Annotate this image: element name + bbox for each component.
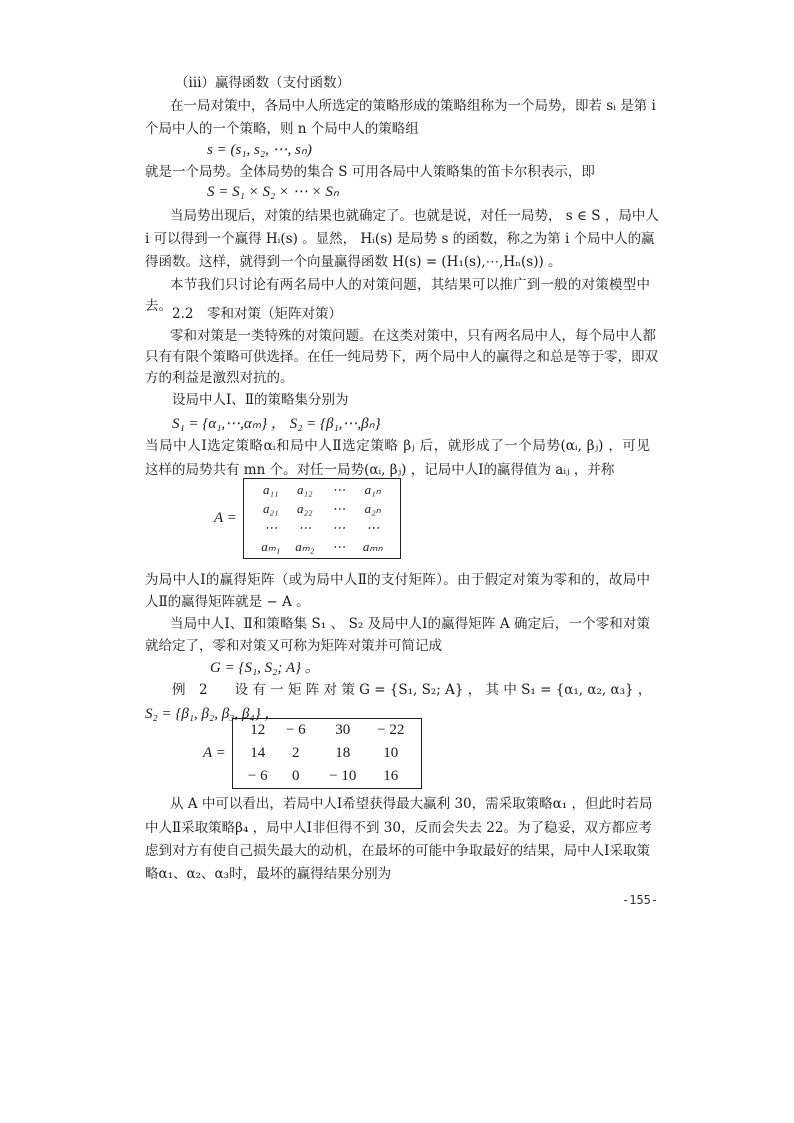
paragraph-line: 设局中人Ⅰ、Ⅱ的策略集分别为 xyxy=(172,392,349,408)
paragraph-line: 个局中人的一个策略，则 n 个局中人的策略组 xyxy=(145,121,419,137)
paragraph-line: 零和对策是一类特殊的对策问题。在这类对策中，只有两名局中人，每个局中人都 xyxy=(170,328,656,344)
matrix-cell: ⋯ xyxy=(332,501,346,516)
matrix-cell: 16 xyxy=(383,768,399,784)
paragraph-line: 去。 xyxy=(145,298,172,314)
matrix-cell: ⋯ xyxy=(298,520,312,535)
matrix-label: A = xyxy=(214,510,237,526)
page-number: -155- xyxy=(622,893,659,907)
matrix-cell: − 6 xyxy=(247,768,268,784)
matrix-cell: 10 xyxy=(383,745,399,761)
matrix-cell: 2 xyxy=(292,745,300,761)
matrix-cell: a₂₂ xyxy=(296,501,313,516)
paragraph-line: 当局中人Ⅰ选定策略αᵢ和局中人Ⅱ选定策略 βⱼ 后，就形成了一个局势(αᵢ, βⱼ) ，可见 xyxy=(145,438,650,454)
paragraph-line: 在一局对策中，各局中人所选定的策略形成的策略组称为一个局势，即若 sᵢ 是第 i xyxy=(170,98,656,114)
matrix-brackets xyxy=(243,478,401,559)
matrix-cell: − 6 xyxy=(285,722,306,738)
matrix-cell: a₂₁ xyxy=(262,501,279,516)
matrix-cell: a₁ₙ xyxy=(364,482,381,497)
paragraph-line: 当局中人Ⅰ、Ⅱ和策略集 S₁ 、 S₂ 及局中人Ⅰ的赢得矩阵 A 确定后，一个零和对策 xyxy=(170,616,650,632)
paragraph-line: 就是一个局势。全体局势的集合 S 可用各局中人策略集的笛卡尔积表示，即 xyxy=(145,164,595,180)
paragraph-line: 人Ⅱ的赢得矩阵就是 − A 。 xyxy=(145,594,310,610)
matrix-cell: − 22 xyxy=(377,722,405,738)
matrix-cells xyxy=(241,722,413,785)
paragraph-line: 为局中人Ⅰ的赢得矩阵（或为局中人Ⅱ的支付矩阵）。由于假定对策为零和的，故局中 xyxy=(145,572,650,588)
equation-strategy-profile: s = (s₁, s₂, ⋯, sₙ) xyxy=(207,142,312,158)
matrix-cell: aₘₙ xyxy=(362,539,383,554)
paragraph-line: 方的利益是激烈对抗的。 xyxy=(145,370,294,386)
paragraph-line: 只有有限个策略可供选择。在任一纯局势下，两个局中人的赢得之和总是等于零，即双 xyxy=(145,349,658,365)
matrix-cell: ⋯ xyxy=(332,482,346,497)
section-heading-zero-sum: 2.2 零和对策（矩阵对策） xyxy=(172,306,342,322)
matrix-cell: 14 xyxy=(250,745,266,761)
payoff-matrix-general xyxy=(214,478,401,559)
equation-strategy-sets: S₁ = {α₁,⋯,αₘ} ， S₂ = {β₁,⋯,βₙ} xyxy=(172,416,381,432)
paragraph-line: 这样的局势共有 mn 个。对任一局势(αᵢ, βⱼ) ，记局中人Ⅰ的赢得值为 aᵢⱼ ，并称 xyxy=(145,462,615,478)
matrix-cell: 12 xyxy=(250,722,266,738)
matrix-cell: 0 xyxy=(292,768,300,784)
matrix-cell: ⋯ xyxy=(332,539,346,554)
matrix-cell: a₁₁ xyxy=(262,482,279,497)
paragraph-line: 从 A 中可以看出，若局中人Ⅰ希望获得最大赢利 30，需采取策略α₁ ，但此时若局 xyxy=(170,796,653,812)
matrix-brackets xyxy=(232,718,422,789)
matrix-cell: ⋯ xyxy=(264,520,278,535)
section-heading-payoff-function: （ⅲ）赢得函数（支付函数） xyxy=(175,75,350,91)
matrix-cell: aₘ₂ xyxy=(295,539,315,554)
paragraph-line: 就给定了，零和对策又可称为矩阵对策并可简记成 xyxy=(145,638,442,654)
matrix-cell: aₘ₁ xyxy=(261,539,281,554)
matrix-cell: a₂ₙ xyxy=(364,501,381,516)
matrix-cell: 30 xyxy=(335,722,351,738)
paragraph-line: 本节我们只讨论有两名局中人的对策问题，其结果可以推广到一般的对策模型中 xyxy=(170,277,650,293)
payoff-matrix-example xyxy=(203,718,422,789)
matrix-cell: ⋯ xyxy=(332,520,346,535)
matrix-label: A = xyxy=(203,745,226,761)
equation-strategy-set-s2: S₂ = {β₁, β₂, β₃, β₄} ， xyxy=(145,706,280,722)
matrix-cell: 18 xyxy=(335,745,351,761)
paragraph-line: 虑到对方有使自己损失最大的动机，在最坏的可能中争取最好的结果，局中人Ⅰ采取策 xyxy=(145,843,650,859)
paragraph-line: 当局势出现后，对策的结果也就确定了。也就是说，对任一局势， s ∈ S ，局中人 xyxy=(170,208,659,224)
matrix-cells xyxy=(254,482,390,555)
equation-cartesian-product: S = S₁ × S₂ × ⋯ × Sₙ xyxy=(207,184,339,200)
matrix-cell: ⋯ xyxy=(366,520,380,535)
paragraph-line: 略α₁、α₂、α₃时，最坏的赢得结果分别为 xyxy=(145,866,392,882)
matrix-cell: − 10 xyxy=(329,768,357,784)
matrix-cell: a₁₂ xyxy=(296,482,313,497)
paragraph-line: 得函数。这样，就得到一个向量赢得函数 H(s) = (H₁(s),⋯,Hₙ(s)) 。 xyxy=(145,254,562,270)
equation-game-definition: G = {S₁, S₂; A} 。 xyxy=(210,660,320,676)
paragraph-line: 中人Ⅱ采取策略β₄ ，局中人Ⅰ非但得不到 30，反而会失去 22。为了稳妥，双方都应考 xyxy=(145,820,652,836)
example-2-line: 例 2 设 有 一 矩 阵 对 策 G = {S₁, S₂; A} ， 其 中 S₁ = {α₁, α₂, α₃} ， xyxy=(172,682,652,698)
paragraph-line: i 可以得到一个赢得 Hᵢ(s) 。显然， Hᵢ(s) 是局势 s 的函数，称之为第 i 个局中人的赢 xyxy=(145,231,655,247)
